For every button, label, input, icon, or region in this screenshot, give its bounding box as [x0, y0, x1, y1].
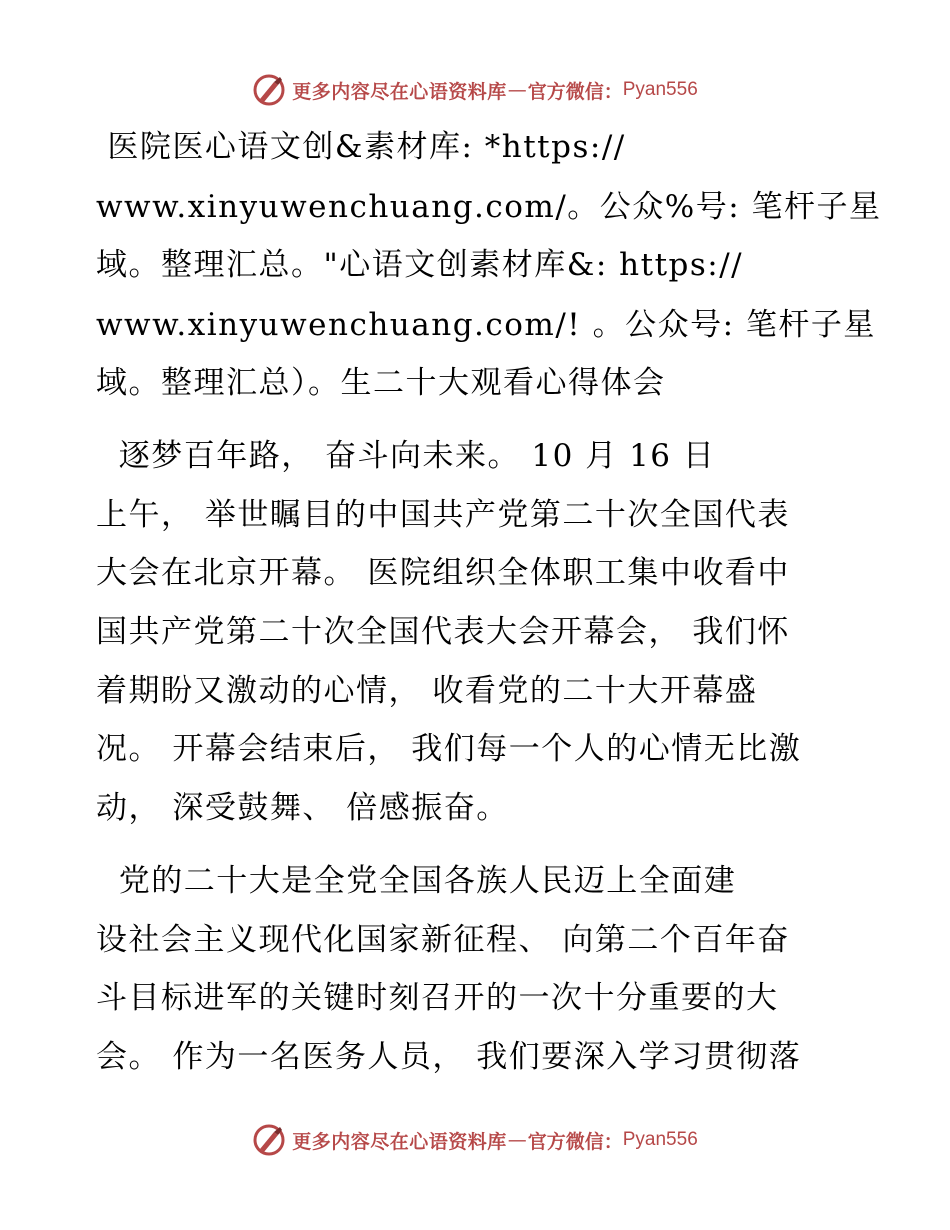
body-line: 着期盼又激动的心情， 收看党的二十大开幕盛: [96, 673, 758, 709]
body-line: 斗目标进军的关键时刻召开的一次十分重要的大: [96, 980, 779, 1016]
logo-icon: [252, 1123, 286, 1157]
banner-wechat-label: 官方微信：: [527, 1130, 623, 1153]
body-line: 域。整理汇总。"心语文创素材库&: https://: [96, 247, 744, 283]
body-line: www.xinyuwenchuang.com/。公众%号: 笔杆子星: [96, 189, 882, 225]
footer-banner: [0, 1120, 950, 1160]
header-banner: [0, 70, 950, 110]
banner-dash: —: [507, 79, 527, 101]
body-line: www.xinyuwenchuang.com/! 。公众号: 笔杆子星: [96, 307, 876, 343]
banner-dash: —: [507, 1129, 527, 1151]
body-line: 大会在北京开幕。 医院组织全体职工集中收看中: [96, 555, 790, 591]
body-line: 逐梦百年路， 奋斗向未来。 10 月 16 日: [96, 438, 716, 474]
body-line: 医院医心语文创&素材库: *https://: [96, 129, 626, 165]
body-line: 动， 深受鼓舞、 倍感振奋。: [96, 790, 509, 826]
banner-wechat-label: 官方微信：: [527, 80, 623, 103]
banner-wechat-handle: Pyan556: [622, 79, 698, 100]
body-line: 域。整理汇总）。生二十大观看心得体会: [96, 365, 666, 401]
banner-site-text: 更多内容尽在心语资料库: [292, 80, 507, 103]
body-line: 会。 作为一名医务人员， 我们要深入学习贯彻落: [96, 1039, 802, 1075]
body-line: 党的二十大是全党全国各族人民迈上全面建: [96, 863, 737, 899]
body-line: 况。 开幕会结束后， 我们每一个人的心情无比激: [96, 731, 802, 767]
body-line: 上午， 举世瞩目的中国共产党第二十次全国代表: [96, 497, 790, 533]
banner-site-text: 更多内容尽在心语资料库: [292, 1130, 507, 1153]
banner-wechat-handle: Pyan556: [622, 1129, 698, 1150]
body-line: 国共产党第二十次全国代表大会开幕会， 我们怀: [96, 614, 790, 650]
logo-icon: [252, 73, 286, 107]
body-line: 设社会主义现代化国家新征程、 向第二个百年奋: [96, 922, 790, 958]
